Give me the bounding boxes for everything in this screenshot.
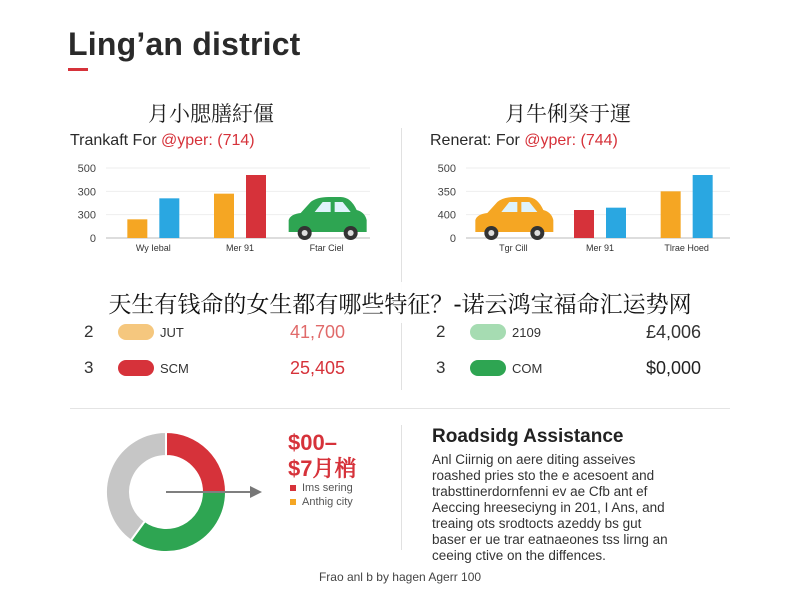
x-tick-label: Tgr Cill (499, 243, 528, 253)
bar (693, 175, 713, 238)
rank-label: SCM (160, 360, 189, 376)
left-panel-heading: 月小腮膳紆僵 (148, 102, 274, 126)
left-panel-subtitle-highlight: @yper: (714) (160, 132, 255, 149)
rank-label: JUT (160, 324, 184, 340)
left-panel-subtitle (70, 132, 255, 150)
bar (214, 194, 234, 238)
price-line-2: $7月梢 (288, 456, 357, 481)
rank-value: £4,006 (646, 321, 702, 342)
rank-number: 2 (436, 322, 446, 341)
section-divider (70, 408, 730, 409)
donut-chart (84, 430, 274, 555)
roadside-line: ceeing ctive on the diffences. (432, 548, 606, 563)
pointer-arrow-icon (250, 486, 262, 498)
left-rank-row (84, 356, 384, 380)
rank-pill (470, 360, 506, 376)
car-hub (534, 230, 540, 236)
rank-label: COM (512, 360, 543, 376)
right-panel-subtitle-prefix: Renerat: For (430, 132, 525, 149)
title-underline (68, 68, 88, 71)
panel-divider-lower (401, 425, 402, 550)
roadside-line: treaing ots srodtocts azeddy bs gut (432, 516, 642, 531)
donut-slice (106, 432, 166, 541)
y-tick-label: 300 (77, 209, 96, 222)
orange-car-icon (475, 197, 553, 240)
roadside-line: Anl Ciirnig on aere diting asseives (432, 452, 636, 467)
left-panel-subtitle-prefix: Trankaft For (70, 132, 161, 149)
right-rank-row (436, 320, 736, 344)
right-bar-chart (430, 160, 740, 260)
rank-value: 41,700 (290, 321, 346, 342)
roadside-line: trabsttinerdornfenni ev ae Cfb ant ef (432, 484, 648, 499)
legend-swatch (290, 485, 296, 491)
car-hub (302, 230, 308, 236)
y-tick-label: 350 (437, 186, 456, 199)
legend-item (290, 496, 353, 508)
y-tick-label: 500 (77, 163, 96, 175)
legend-swatch (290, 499, 296, 505)
rank-pill (470, 324, 506, 340)
roadside-body (432, 452, 732, 564)
y-tick-label: 0 (89, 233, 96, 245)
overlay-banner: 天生有钱命的女生都有哪些特征？-诺云鸿宝福命汇运势网 (0, 282, 800, 323)
x-tick-label: Wy Iebal (135, 243, 171, 253)
rank-value: $0,000 (646, 357, 702, 378)
roadside-line: Aeccing hreeseciyng in 201, I Ans, and (432, 500, 665, 515)
y-tick-label: 500 (437, 163, 456, 175)
left-bar-chart (70, 160, 380, 260)
bar (246, 175, 266, 238)
x-tick-label: Tlrae Hoed (664, 243, 709, 253)
rank-value: 25,405 (290, 357, 346, 378)
rank-pill (118, 324, 154, 340)
rank-number: 2 (84, 322, 94, 341)
bar (606, 208, 626, 238)
car-hub (488, 230, 494, 236)
roadside-line: baser er ue trar eatnaeones tss lirng an (432, 532, 668, 547)
left-rank-row (84, 320, 384, 344)
rank-label: 2109 (512, 324, 541, 340)
y-tick-label: 300 (77, 186, 96, 199)
rank-number: 3 (436, 358, 446, 377)
right-panel-subtitle (430, 132, 618, 150)
donut-slice (166, 432, 226, 492)
legend-label: Anthig city (302, 496, 353, 508)
panel-divider (401, 128, 402, 390)
x-tick-label: Ftar Ciel (309, 243, 344, 253)
y-tick-label: 0 (449, 233, 456, 245)
legend-item (290, 482, 353, 494)
y-tick-label: 400 (437, 209, 456, 222)
bar (127, 219, 147, 238)
x-tick-label: Mer 91 (585, 243, 615, 253)
rank-pill (118, 360, 154, 376)
x-tick-label: Mer 91 (225, 243, 255, 253)
roadside-title: Roadsidg Assistance (432, 426, 624, 447)
bar (661, 191, 681, 238)
footer-text: Frao anl b by hagen Agerr 100 (318, 570, 482, 584)
roadside-line: roashed pries sto the e acesoent and (432, 468, 655, 483)
green-car-icon (289, 197, 367, 240)
price-line-1: $00– (288, 430, 337, 455)
bar (159, 198, 179, 238)
rank-number: 3 (84, 358, 94, 377)
car-hub (348, 230, 354, 236)
legend-label: Ims sering (302, 482, 353, 494)
right-panel-heading: 月牛俐癸于運 (505, 102, 631, 126)
right-rank-row (436, 356, 736, 380)
page-title: Ling’an district (68, 26, 301, 62)
bar (574, 210, 594, 238)
right-panel-subtitle-highlight: @yper: (744) (524, 132, 618, 149)
